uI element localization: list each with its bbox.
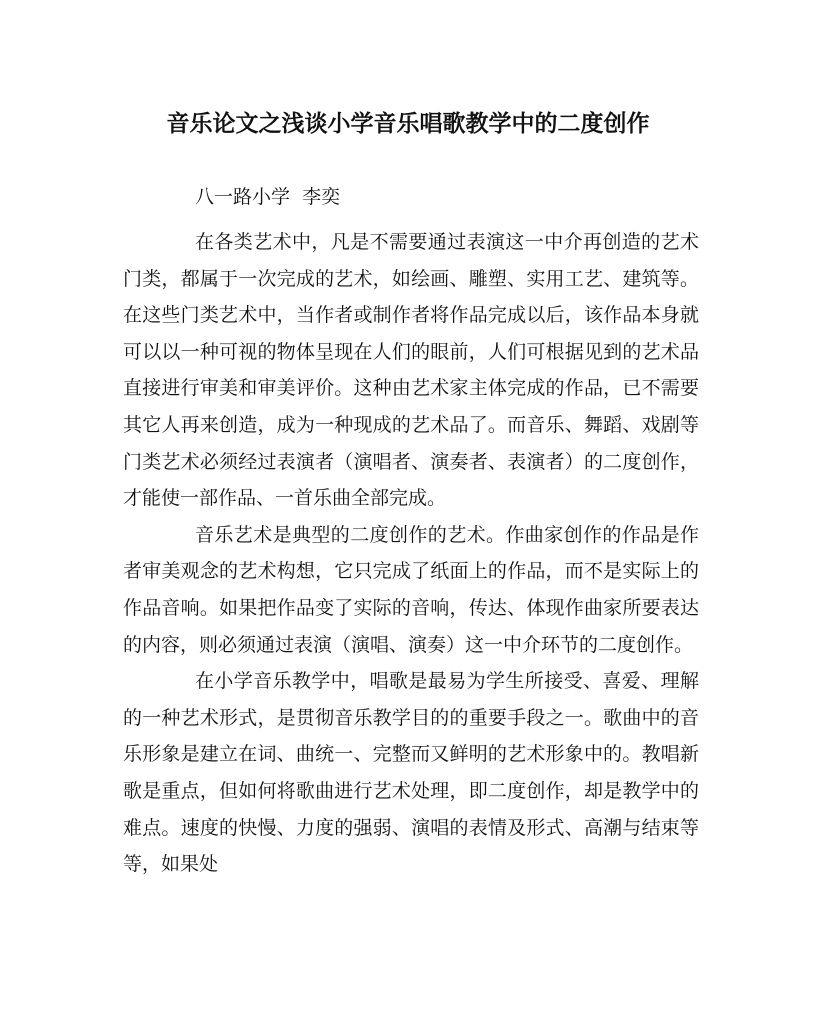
paragraph-1: 在各类艺术中，凡是不需要通过表演这一中介再创造的艺术门类，都属于一次完成的艺术，如绘画、雕塑、实用工艺、建筑等。在这些门类艺术中，当作者或制作者将作品完成以后，该作品本身就可以以一种可视的物体呈现在人们的眼前，人们可根据见到的艺术品直接进行审美和审美评价。这种由艺术家主体完成的作品，已不需要其它人再来创造，成为一种现成的艺术品了。而音乐、舞蹈、戏剧等门类艺术必须经过表演者（演唱者、演奏者、表演者）的二度创作，才能使一部作品、一首乐曲全部完成。 <box>123 231 699 510</box>
document-title: 音乐论文之浅谈小学音乐唱歌教学中的二度创作 <box>166 110 650 137</box>
document-body <box>123 224 699 883</box>
paragraph-3: 在小学音乐教学中，唱歌是最易为学生所接受、喜爱、理解的一种艺术形式，是贯彻音乐教学目的的重要手段之一。歌曲中的音乐形象是建立在词、曲统一、完整而又鲜明的艺术形象中的。教唱新歌是重点，但如何将歌曲进行艺术处理，即二度创作，却是教学中的难点。速度的快慢、力度的强弱、演唱的表情及形式、高潮与结束等等，如果处 <box>123 670 699 876</box>
author-line: 八一路小学 李奕 <box>195 186 341 208</box>
paragraph-2: 音乐艺术是典型的二度创作的艺术。作曲家创作的作品是作者审美观念的艺术构想，它只完成了纸面上的作品，而不是实际上的作品音响。如果把作品变了实际的音响，传达、体现作曲家所要表达的内容，则必须通过表演（演唱、演奏）这一中介环节的二度创作。 <box>123 523 699 656</box>
